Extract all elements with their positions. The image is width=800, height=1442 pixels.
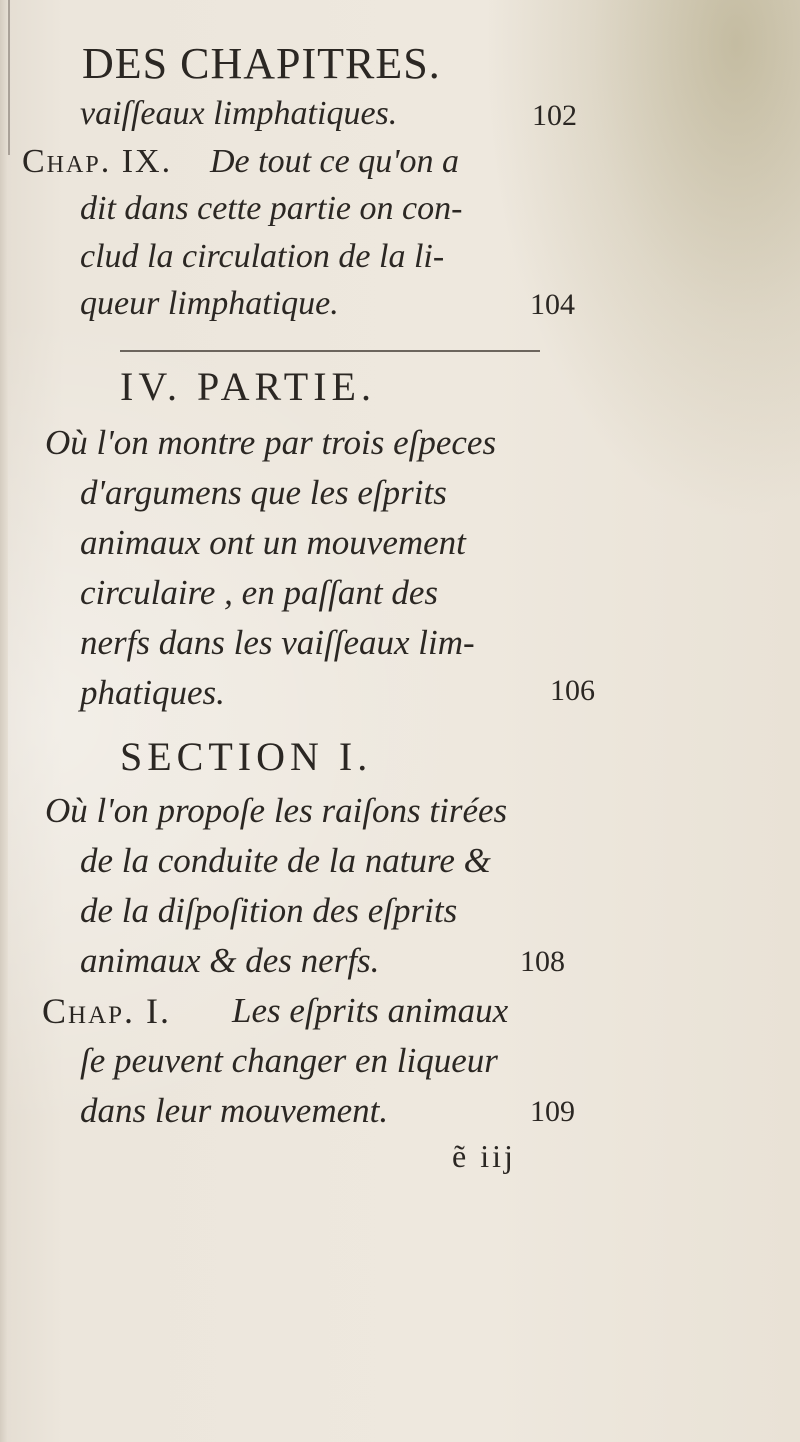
section-description-line: Où l'on propoſe les raiſons tirées (45, 791, 508, 830)
toc-line: clud la circulation de la li- (80, 238, 445, 275)
section-description-line: de la conduite de la nature & (80, 841, 491, 880)
chapter-page-number: 109 (530, 1095, 575, 1128)
part-description-line: phatiques. (80, 673, 225, 712)
part-description-line: d'argumens que les eſprits (80, 473, 447, 512)
toc-line: De tout ce qu'on a (210, 143, 459, 180)
section-description-line: animaux & des nerfs. (80, 941, 380, 980)
toc-page-number: 104 (530, 288, 575, 321)
part-description-line: animaux ont un mouvement (80, 523, 466, 562)
toc-page-number: 102 (532, 99, 577, 132)
running-title: DES CHAPITRES. (82, 39, 441, 88)
part-description-line: Où l'on montre par trois eſpeces (45, 423, 497, 462)
section-description-line: de la diſpoſition des eſprits (80, 891, 458, 930)
page-gutter (0, 0, 8, 1442)
signature-mark: ẽ iij (452, 1138, 516, 1174)
chapter-label: Chap. I. (42, 991, 172, 1031)
part-description-line: nerfs dans les vaiſſeaux lim- (80, 623, 475, 662)
chapter-description-line: dans leur mouvement. (80, 1091, 389, 1130)
section-page-number: 108 (520, 945, 565, 978)
page-edge-line (8, 0, 10, 155)
chapter-label: Chap. IX. (22, 143, 173, 180)
toc-line: vaiſſeaux limphatiques. (80, 95, 398, 132)
section-heading: SECTION I. (120, 734, 373, 779)
part-description-line: circulaire , en paſſant des (80, 573, 439, 612)
section-divider-rule (120, 350, 540, 352)
toc-line: dit dans cette partie on con- (80, 190, 463, 227)
part-page-number: 106 (550, 674, 595, 707)
part-heading: IV. PARTIE. (120, 364, 376, 409)
chapter-description-line: Les eſprits animaux (232, 991, 509, 1030)
toc-line: queur limphatique. (80, 285, 339, 322)
chapter-description-line: ſe peuvent changer en liqueur (80, 1041, 498, 1080)
